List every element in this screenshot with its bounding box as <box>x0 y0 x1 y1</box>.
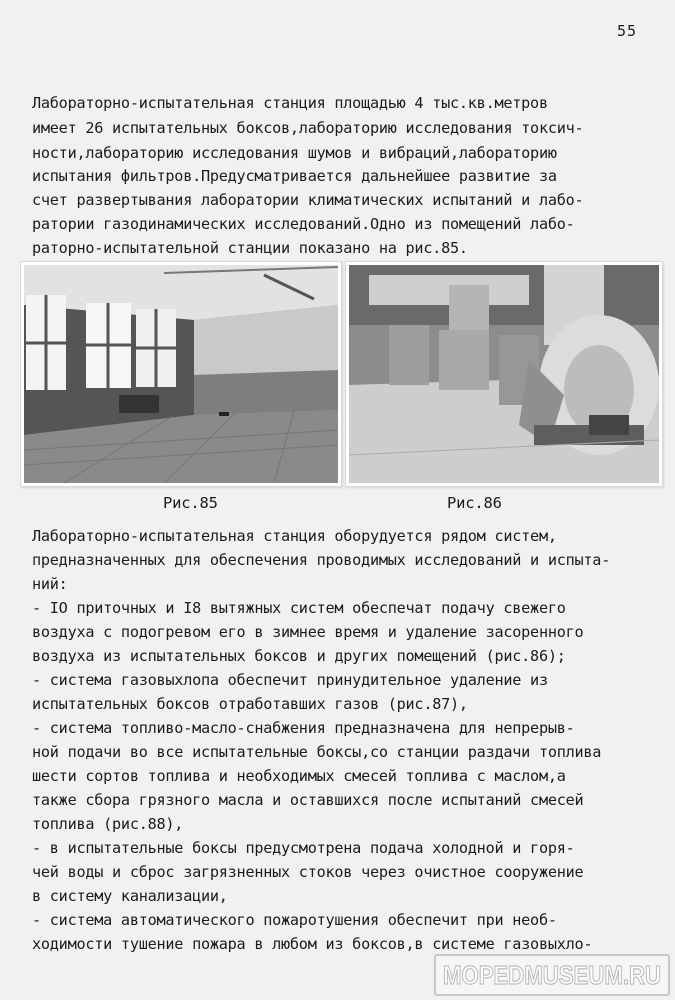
paragraph-2-line: ходимости тушение пожара в любом из боксов,в системе газовыхло- <box>32 935 593 953</box>
paragraph-2-line: в систему канализации, <box>32 887 228 905</box>
site-watermark <box>434 954 670 996</box>
paragraph-2-line: Лабораторно-испытательная станция оборудуется рядом систем, <box>32 527 557 545</box>
paragraph-2-line: чей воды и сброс загрязненных стоков через очистное сооружение <box>32 863 584 881</box>
paragraph-2-line: - IO приточных и I8 вытяжных систем обеспечат подачу свежего <box>32 599 566 617</box>
paragraph-2-line: топлива (рис.88), <box>32 815 184 833</box>
paragraph-2-line: - система автоматического пожаротушения обеспечит при необ- <box>32 911 557 929</box>
paragraph-2-line: также сбора грязного масла и оставшихся после испытаний смесей <box>32 791 584 809</box>
paragraph-2-line: воздуха из испытательных боксов и других помещений (рис.86); <box>32 647 566 665</box>
figure-85-photo <box>20 261 342 487</box>
paragraph-1-line: имеет 26 испытательных боксов,лабораторию исследования токсич- <box>32 119 584 137</box>
paragraph-2-line: шести сортов топлива и необходимых смесей топлива с маслом,а <box>32 767 566 785</box>
paragraph-2-line: воздуха с подогревом его в зимнее время и удаление засоренного <box>32 623 584 641</box>
paragraph-1-line: раторно-испытательной станции показано на рис.85. <box>32 239 468 257</box>
paragraph-1-line: ности,лабораторию исследования шумов и вибраций,лабораторию <box>32 144 557 162</box>
empty-laboratory-hall-photo <box>24 265 338 483</box>
paragraph-2-line: ной подачи во все испытательные боксы,со станции раздачи топлива <box>32 743 602 761</box>
figure-86-photo <box>345 261 663 487</box>
paragraph-2-line: предназначенных для обеспечения проводимых исследований и испыта- <box>32 551 611 569</box>
paragraph-2-line: - в испытательные боксы предусмотрена подача холодной и горя- <box>32 839 575 857</box>
paragraph-2-line: ний: <box>32 575 68 593</box>
ventilation-fans-hall-photo <box>349 265 659 483</box>
paragraph-2-line: - система газовыхлопа обеспечит принудительное удаление из <box>32 671 548 689</box>
paragraph-1-line: Лабораторно-испытательная станция площадью 4 тыс.кв.метров <box>32 94 548 112</box>
paragraph-2-line: - система топливо-масло-снабжения предназначена для непрерыв- <box>32 719 575 737</box>
paragraph-1-line: счет развертывания лаборатории климатических испытаний и лабо- <box>32 191 584 209</box>
paragraph-1-line: испытания фильтров.Предусматривается дальнейшее развитие за <box>32 167 557 185</box>
page-number: 55 <box>617 22 638 40</box>
figure-86-caption: Рис.86 <box>447 494 502 512</box>
paragraph-2-line: испытательных боксов отработавших газов (рис.87), <box>32 695 468 713</box>
paragraph-1-line: ратории газодинамических исследований.Одно из помещений лабо- <box>32 215 575 233</box>
figure-85-caption: Рис.85 <box>163 494 218 512</box>
watermark-text: MOPEDMUSEUM.RU <box>443 960 661 990</box>
